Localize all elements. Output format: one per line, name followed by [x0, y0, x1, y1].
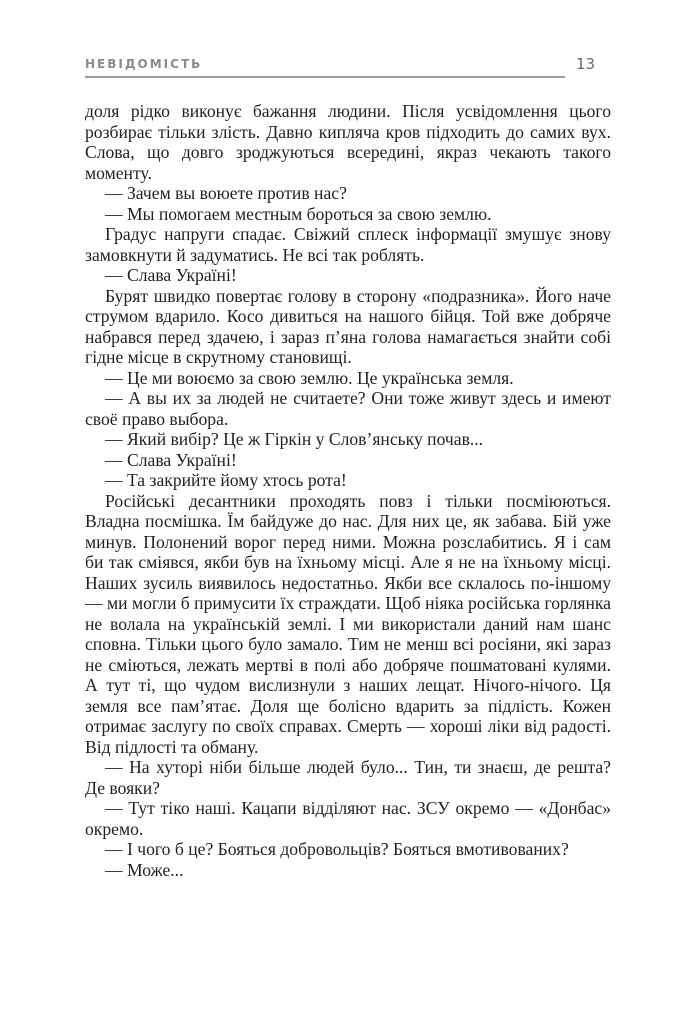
running-head-title: НЕВІДОМІСТЬ [85, 57, 203, 71]
dialogue-line: — А вы их за людей не считаете? Они тоже живут здесь и имеют своё право выбора. [85, 388, 611, 429]
paragraph: Бурят швидко повертає голову в сторону «подразника». Його наче струмом вдарило. Косо дивиться на нашого бійця. Той вже добряче набрався перед здачею, і зараз п’яна голова намагається знайти собі гідне місце в скрутному становищі. [85, 285, 611, 367]
dialogue-line: — Який вибір? Це ж Гіркін у Слов’янську почав... [105, 429, 484, 449]
dialogue-line: — Може... [105, 859, 184, 880]
dialogue-line: — І чого б це? Бояться добровольців? Бояться вмотивованих? [105, 839, 569, 859]
dialogue-line: — Зачем вы воюете против нас? [105, 183, 347, 203]
dialogue-line: — Слава Україні! [105, 265, 237, 285]
dialogue-line: — Та закрийте йому хтось рота! [105, 470, 347, 490]
header-rule [85, 76, 565, 78]
paragraph: доля рідко виконує бажання людини. Після усвідомлення цього розбирає тільки злість. Давно кипляча кров підходить до самих вух. Слова, що довго зроджуються всередині, якраз чекають такого моменту. [85, 101, 611, 183]
dialogue-line: — На хуторі ніби більше людей було... Тин, ти знаєш, де решта? Де вояки? [85, 757, 611, 798]
paragraph: Російські десантники проходять повз і тільки посміюються. Владна посмішка. Їм байдуже до нас. Для них це, як забава. Бій уже минув. Полонений ворог перед ними. Можна розслабитись. Я і сам би так сміявся, якби був на їхньому місці. Але я не на їхньому місці. Наших зусиль виявилось недостатньо. Якби все склалось по-іншому — ми могли б примусити їх страждати. Щоб ніяка російська горлянка не волала на українській землі. І ми використали даний нам шанс сповна. Тільки цього було замало. Тим не менш всі росіяни, які зараз не сміються, лежать мертві в полі або добряче пошматовані кулями. А тут ті, що чудом вислизнули з наших лещат. Нічого-нічого. Ця земля все пам’ятає. Доля ще болісно вдарить за підлість. Кожен отримає заслугу по своїх справах. Смерть — хороші ліки від радості. Від підлості та обману. [85, 490, 611, 757]
dialogue-line: — Тут тіко наші. Кацапи відділяют нас. ЗСУ окремо — «Донбас» окремо. [85, 798, 611, 839]
page-number: 13 [576, 55, 596, 73]
dialogue-line: — Слава Україні! [105, 449, 237, 470]
paragraph: Градус напруги спадає. Свіжий сплеск інформації змушує знову замовкнути й задуматись. Не всі так роблять. [85, 224, 611, 265]
dialogue-line: — Це ми воюємо за свою землю. Це українська земля. [105, 367, 514, 388]
body-text [85, 101, 611, 880]
dialogue-line: — Мы помогаем местным бороться за свою землю. [105, 203, 492, 224]
